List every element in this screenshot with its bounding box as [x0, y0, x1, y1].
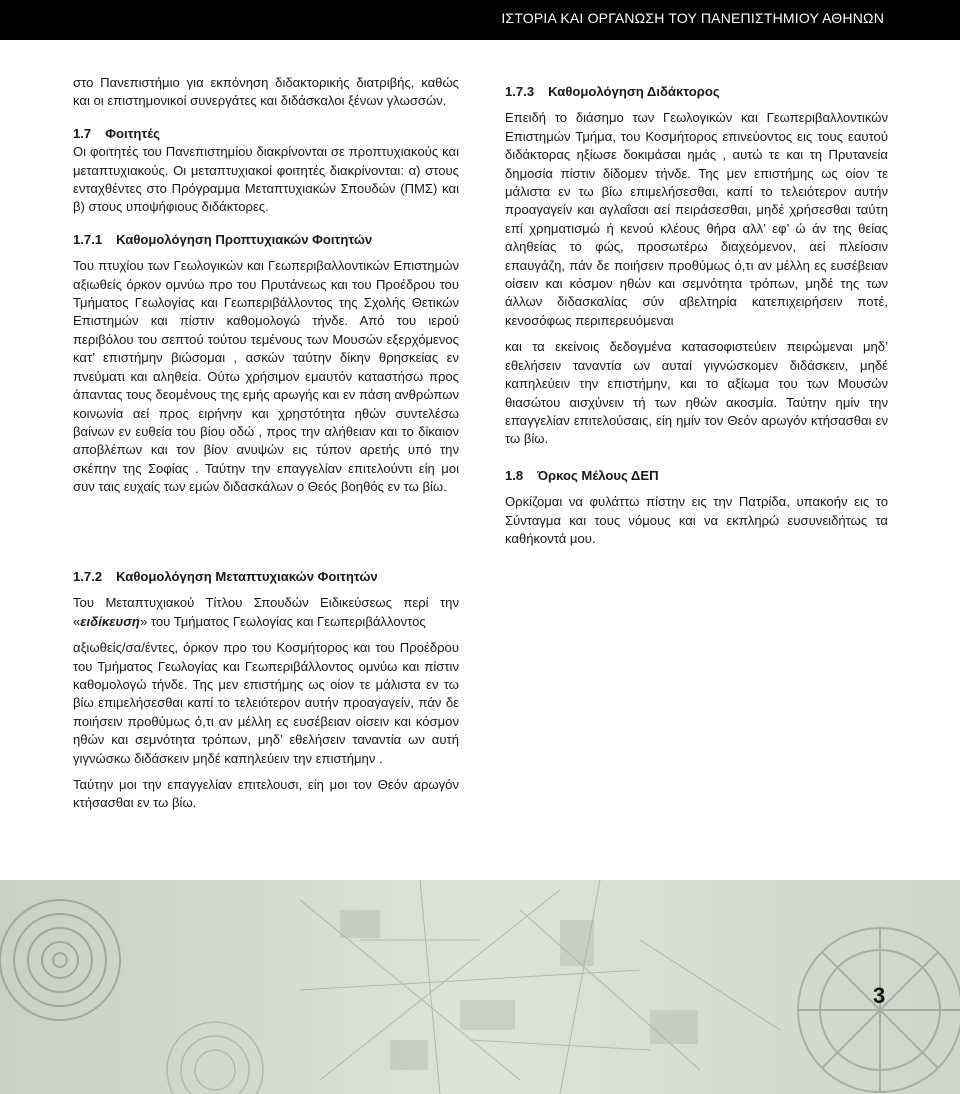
- city-block: [560, 920, 594, 966]
- section-1-7-3-body: Επειδή το διάσημο των Γεωλογικών και Γεωπεριβαλλοντικών Επιστημών Τμήμα, του Κοσμήτορος επινεύοντος εις τους εαυτού διδάκτορας ηξίωσε δοκιμάσαι ημάς , αυτώ τε και τη Πρυτανεία δημοσία πίστιν δίδομεν τήνδε. Της μεν επιστήμης ως οίον τε μάλιστα εν τω βίω επιμελήσεσθαι, καπί το τελειότερον αυτήν προαγαγείν και αγλαΐσαι αεί πειράσεσθαι, μηδέ χρήσεσθαι ταύτη επί χρηματισμώ ή κενού κλέους θήρα αλλ’ εφ’ ώ άν της θείας αληθείας το φώς, προσωτέρω διαχεόμενον, αεί πλείοσιν επαυγάζη, πάν δε ποιήσειν προθύμως ό,τι αν μέλλη ες ευσέβειαν οίσειν και κόσμον ηθών και σεμνότητα τρόπων, μηδέ της των άλλων διδασκαλίας σύν αβελτηρία κατεπιχειρήσειν ποτέ, κενοσόφως περιπερευόμεναι: [505, 110, 888, 328]
- section-1-7-2-heading: [73, 568, 459, 586]
- text-run: Του Μεταπτυχιακού Τίτλου Σπουδών Ειδικεύσεως περί την «: [73, 595, 459, 629]
- section-number: 1.7.2: [73, 569, 103, 584]
- section-number: 1.7.3: [505, 84, 535, 99]
- intro-paragraph: στο Πανεπιστήμιο για εκπόνηση διδακτορικής διατριβής, καθώς και οι επιστημονικοί συνεργάτες και διδάσκαλοι ξένων γλωσσών.: [73, 75, 459, 109]
- section-1-7-1-heading: [73, 231, 459, 249]
- section-1-7-3-body-continued: και τα εκείνοις δεδογμένα κατασοφιστεύειν πειρώμεναι μηδ’ εθελήσειν ταναντία ων αυταί γιγνώσκομεν διδάσκειν, μηδέ καπηλεύειν την επιστήμην, και το αξίωμα του των Μουσών θιασώτου αισχύνειν τή των ηθών ακοσμία. Ταύτην ημίν την επαγγελίαν επιτελούσαις, είη ημίν τον Θεόν αρωγόν κτήσασθαι εν τω βίω.: [505, 339, 888, 447]
- section-1-7-2-body: αξιωθείς/σα/έντες, όρκον προ του Κοσμήτορος και του Προέδρου του Τμήματος Γεωλογίας και Γεωπεριβάλλοντος ομνύω και πίστιν καθομολογώ τήνδε. Της μεν επιστήμης ως οίον τε μάλιστα εν τω βίω επιμελήσεσθαι καπί το τελειότερον αυτήν προαγαγείν, πάν δε ποιήσειν προθύμως ό,τι αν μέλλη ες ευσέβειαν οίσειν και κόσμον ηθών και σεμνότητα τρόπων, μηδ’ εθελήσειν ταναντία ων αυτή γιγνώσκω διδάσκειν μηδέ καπηλεύειν την επιστήμην .: [73, 640, 459, 766]
- section-number: 1.8: [505, 467, 524, 483]
- city-block: [390, 1040, 428, 1070]
- section-title: Καθομολόγηση Προπτυχιακών Φοιτητών: [116, 231, 373, 247]
- text-run: » του Τμήματος Γεωλογίας και Γεωπεριβάλλοντος: [139, 613, 426, 629]
- section-number: 1.7: [73, 125, 92, 141]
- section-title: Όρκος Μέλους ΔΕΠ: [537, 467, 659, 483]
- section-1-7-2-intro: [73, 594, 459, 631]
- header-title: ΙΣΤΟΡΙΑ ΚΑΙ ΟΡΓΑΝΩΣΗ ΤΟΥ ΠΑΝΕΠΙΣΤΗΜΙΟΥ ΑΘΗΝΩΝ: [501, 10, 884, 26]
- relief-texture: [0, 880, 960, 1094]
- section-title: Καθομολόγηση Μεταπτυχιακών Φοιτητών: [116, 569, 378, 584]
- emphasis-text: ειδίκευση: [80, 613, 140, 629]
- section-title: Φοιτητές: [105, 125, 160, 141]
- section-1-7-2-closing: Ταύτην μοι την επαγγελίαν επιτελουσι, είη μοι τον Θεόν αρωγόν κτήσασθαι εν τω βίω.: [73, 777, 459, 811]
- section-1-7-3-heading: [505, 83, 888, 101]
- section-1-7-heading: [73, 125, 459, 143]
- section-1-7-body: Οι φοιτητές του Πανεπιστημίου διακρίνονται σε προπτυχιακούς και μεταπτυχιακούς. Οι μεταπτυχιακοί φοιτητές διακρίνονται: α) στους ενταχθέντες στο Πρόγραμμα Μεταπτυχιακών Σπουδών (ΠΜΣ) και β) στους υποψήφιους διδάκτορες.: [73, 144, 459, 215]
- section-1-8-heading: [505, 467, 888, 485]
- city-block: [460, 1000, 515, 1030]
- footer-relief-artwork: [0, 880, 960, 1094]
- right-column: [505, 83, 888, 548]
- left-column-top: [73, 74, 459, 497]
- section-title: Καθομολόγηση Διδάκτορος: [548, 84, 720, 99]
- city-block: [340, 910, 380, 938]
- city-block: [650, 1010, 698, 1044]
- section-1-7-1-body: Του πτυχίου των Γεωλογικών και Γεωπεριβαλλοντικών Επιστημών αξιωθείς όρκον ομνύω προ του Πρυτάνεως και του Προέδρου του Τμήματος Γεωλογίας και Γεωπεριβάλλοντος της Σχολής Θετικών Επιστημών και πίστιν καθομολογώ τήνδε. Από του ιερού περιβόλου του σεπτού τούτου τεμένους των Μουσών εξερχόμενος κατ’ επιστήμην βιώσομαι , ασκών ταύτην δίκην θρησκείας εν πνεύματι και αληθεία. Ούτω χρήσιμον εμαυτόν καταστήσω προς άπαντας τους δεομένους της εμής αρωγής και εν πάση ανθρώπων κοινωνία αεί προς ειρήνην και χρηστότητα ηθών συντελέσω βαίνων εν ευθεία του βίου οδώ , προς την αλήθειαν και το δίκαιον αποβλέπων και τον βίον ανυψών εις τύπον αρετής υπό την σκέπην της Σοφίας . Ταύτην την επαγγελίαν επιτελούντι είη μοι συν ταις ευχαίς των εμών διδασκάλων ο Θεός βοηθός εν τω βίω.: [73, 258, 459, 495]
- section-number: 1.7.1: [73, 231, 103, 247]
- running-header: [0, 0, 960, 40]
- left-column-bottom: [73, 568, 459, 813]
- page-number: 3: [873, 983, 886, 1008]
- section-1-8-body: Ορκίζομαι να φυλάττω πίστην εις την Πατρίδα, υπακοήν εις το Σύνταγμα και τους νόμους και να εκπληρώ ευσυνειδήτως τα καθήκοντά μου.: [505, 494, 888, 546]
